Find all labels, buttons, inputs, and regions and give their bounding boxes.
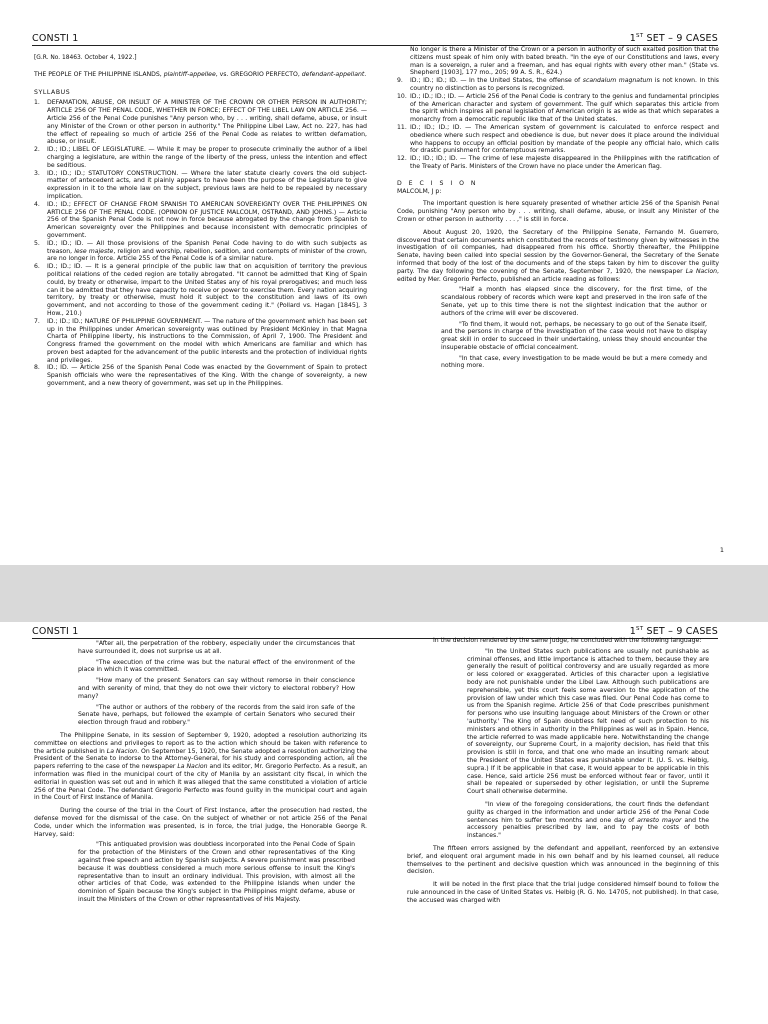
syllabus-text: ID.; ID.; ID.; ID. — The crime of lese majeste disappeared in the Philippines with the ratification of the Treaty of Paris. Ministers of the Crown have no place under the American flag. bbox=[410, 155, 719, 170]
paragraph-text: , edited by Mer. Gregorio Perfecto, published an article reading as follows: bbox=[397, 267, 719, 283]
syllabus-item: 7. ID.; ID.; ID.; NATURE OF PHILIPPINE GOVERNMENT. — The nature of the government which has been set up in the Philippines under American sovereignty was outlined by President McKinley in that Magna Charta of Philippine liberty, his instructions to the Commission, of April 7, 1900. The President and Congress framed the government on the model with which Americans are familiar and which has proven best adapted for the advancement of the public interests and the protection of individual rights and privileges. bbox=[34, 317, 367, 364]
syllabus-text: ID.; ID.; EFFECT OF CHANGE FROM SPANISH TO AMERICAN SOVEREIGNTY OVER THE PHILIPPINES ON ARTICLE 256 OF THE PENAL CODE. (OPINION OF JUSTICE MALCOLM, OSTRAND, AND JOHNS.) — Article 256 of the Spanish Penal Code is not now in force because abrogated by the change from Spanish to American sovereignty over the Philippines and because inconsistent with democratic principles of government. bbox=[47, 200, 367, 239]
set-label: SET – 9 CASES bbox=[643, 626, 718, 637]
quoted-paragraph: "In that case, every investigation to be made would be but a mere comedy and nothing more. bbox=[441, 354, 707, 370]
paragraph-text: . On September 15, 1920, the Senate adopted a resolution authorizing the President of the Senate to indorse to the Attorney-General, for his study and corresponding action, all the papers referring to the case of the newspaper bbox=[34, 747, 367, 771]
syllabus-text: ID.; ID.; ID.; ID. — The American system of government is calculated to enforce respect and obedience where such respect and obedience is due, but never does it place around the individual who happens to occupy an official position by mandate of the people any official halo, which calls for drastic punishment for contemptuous remarks. bbox=[410, 123, 719, 155]
syllabus-italic: scandalum magnatum bbox=[582, 77, 653, 85]
decision-paragraph: During the course of the trial in the Court of First Instance, after the prosecution had rested, the defense moved for the dismissal of the case. On the subject of whether or not article 256 of the Penal Code, under which the information was presented, is in force, the trial judge, the Honorable George R. Harvey, said: bbox=[34, 807, 367, 838]
header-title: CONSTI 1 bbox=[32, 626, 79, 637]
syllabus-text: ID.; ID.; ID.; STATUTORY CONSTRUCTION. — Where the later statute clearly covers the old subject-matter of antecedent acts, and it plainly appears to have been the purpose of the Legislature to give expression in it to the whole law on the subject, previous laws are held to be repealed by necessary implication. bbox=[47, 169, 367, 200]
parties-people: THE PEOPLE OF THE PHILIPPINE ISLANDS, bbox=[34, 70, 164, 78]
syllabus-text: is not known. In this country no distinction as to persons is recognized. bbox=[410, 77, 719, 92]
page-number: 1 bbox=[719, 546, 724, 554]
set-ordinal: ST bbox=[636, 33, 644, 39]
newspaper-name: La Nacion bbox=[685, 267, 718, 275]
decision-paragraph: In the decision rendered by the same judge, he concluded with the following language: bbox=[433, 637, 702, 644]
decision-paragraph: It will be noted in the first place that the trial judge considered himself bound to follow the rule announced in the case of United States vs. Helbig (R. G. No. 14705, not published). In that case, the accused was charged with bbox=[407, 881, 719, 904]
set-number: 1 bbox=[629, 626, 637, 637]
syllabus-text: ID.; ID.; ID. — It is a general principle of the public law that on acquisition of territory the previous political relations of the ceded region are totally abrogated. "It cannot be admitted that King of Spain could, by treaty or otherwise, impart to the United States any of his royal prerogatives; and much less can it be admitted that they have capacity to receive or power to exercise them. Every nation acquiring territory, by treaty or otherwise, must hold it subject to the constitution and laws of its own government, and not according to those of the government ceding it." (Pollard vs. Hagan [1845], 3 How., 210.) bbox=[47, 263, 367, 317]
syllabus-text: ID.; ID.; ID.; ID. — In the United States, the offense of bbox=[410, 77, 583, 85]
paragraph-text: "In view of the foregoing considerations, the court finds the defendant guilty as charged in the information and under article 256 of the Penal Code sentences him to suffer two months and one day of bbox=[467, 800, 709, 824]
case-number: [G.R. No. 18463. October 4, 1922.] bbox=[34, 55, 137, 61]
decision-paragraph bbox=[397, 229, 719, 284]
set-number: 1 bbox=[629, 33, 637, 44]
quoted-paragraph: "To find them, it would not, perhaps, be necessary to go out of the Senate itself, and the persons in charge of the investigation of the case would not have to display great skill in order to succeed in their undertaking, unless they should encounter the insuperable obstacle of official concealment. bbox=[441, 320, 707, 351]
decision-paragraph: The important question is here squarely presented of whether article 256 of the Spanish Penal Code, punishing "Any person who by . . . writing, shall defame, abuse, or insult any Minister of the Crown or other person in authority . . . ," is still in force. bbox=[397, 200, 719, 223]
decision-paragraph: The fifteen errors assigned by the defendant and appellant, reenforced by an extensive brief, and eloquent oral argument made in his own behalf and by his learned counsel, all reduce themselves to the pertinent and decisive question which was announced in the beginning of this decision. bbox=[407, 844, 719, 876]
syllabus-text: ID.; ID.; ID. — All those provisions of the Spanish Penal Code having to do with such subjects as treason, bbox=[47, 239, 367, 255]
syllabus-italic: lese majeste bbox=[74, 247, 114, 255]
right-column bbox=[397, 46, 719, 370]
page-header bbox=[32, 33, 718, 46]
syllabus-item: 3. ID.; ID.; ID.; STATUTORY CONSTRUCTION. — Where the later statute clearly covers the old subject-matter of antecedent acts, and it plainly appears to have been the purpose of the Legislature to give expression in it to the whole law on the subject, previous laws are held to be repealed by necessary implication. bbox=[34, 169, 367, 200]
syllabus-item: 10. ID.; ID.; ID.; ID. — Article 256 of the Penal Code is contrary to the genius and fundamental principles of the American character and system of government. The gulf which separates this article from the spirit which inspires all penal legislation of American origin is as wide as that which separates a monarchy from a democratic republic like that of the United states. bbox=[397, 92, 719, 124]
paragraph-text: The Philippine Senate, in its session of September 9, 1920, adopted a resolution authorizing its committee on elections and privileges to report as to the action which should be taken with reference to the article published in bbox=[34, 731, 367, 755]
syllabus-item: 12. ID.; ID.; ID.; ID. — The crime of lese majeste disappeared in the Philippines with the ratification of the Treaty of Paris. Ministers of the Crown have no place under the American flag. bbox=[397, 155, 719, 170]
syllabus-heading: SYLLABUS bbox=[34, 88, 71, 96]
syllabus-text: DEFAMATION, ABUSE, OR INSULT OF A MINISTER OF THE CROWN OR OTHER PERSON IN AUTHORITY; ARTICLE 256 OF THE PENAL CODE, WHETHER IN FORCE; EFFECT OF THE LIBEL LAW ON ARTICLE 256. — Article 256 of the Penal Code punishes "Any person who, by . . . writing, shall defame, abuse, or insult any Minister of the Crown or other person in authority." The Philippine Libel Law, Act no. 227, has had the effect of repealing so much of article 256 of the Penal Code as relates to written defamation, abuse, or insult. bbox=[47, 99, 367, 146]
decision-paragraph bbox=[34, 732, 367, 802]
syllabus-item: 4. ID.; ID.; EFFECT OF CHANGE FROM SPANISH TO AMERICAN SOVEREIGNTY OVER THE PHILIPPINES ON ARTICLE 256 OF THE PENAL CODE. (OPINION OF JUSTICE MALCOLM, OSTRAND, AND JOHNS.) — Article 256 of the Spanish Penal Code is not now in force because abrogated by the change from Spanish to American sovereignty over the Philippines and because inconsistent with democratic principles of government. bbox=[34, 200, 367, 239]
syllabus-list-continued bbox=[397, 77, 719, 171]
syllabus-text: ID.; ID.; ID.; ID. — Article 256 of the Penal Code is contrary to the genius and fundamental principles of the American character and system of government. The gulf which separates this article from the spirit which inspires all penal legislation of American origin is as wide as that which separates a monarchy from a democratic republic like that of the United states. bbox=[410, 92, 719, 124]
right-column bbox=[407, 637, 719, 905]
parties-role-appellant: defendant-appellant bbox=[301, 70, 365, 78]
set-label: SET – 9 CASES bbox=[643, 33, 718, 44]
syllabus-item: 8. ID.; ID. — Article 256 of the Spanish Penal Code was enacted by the Government of Spain to protect Spanish officials who were the representatives of the King. With the change of sovereignty, a new government, and a new theory of government, was set up in the Philippines. bbox=[34, 364, 367, 388]
newspaper-name: La Nacion bbox=[177, 763, 208, 771]
quoted-paragraph: "After all, the perpetration of the robbery, especially under the circumstances that have surrounded it, does not surprise us at all. bbox=[78, 640, 355, 655]
decision-heading: D E C I S I O N bbox=[397, 179, 479, 187]
header-set-label bbox=[630, 626, 718, 637]
left-column bbox=[34, 55, 367, 388]
quoted-paragraph bbox=[467, 801, 709, 840]
paragraph-text: About August 20, 1920, the Secretary of the Philippine Senate, Fernando M. Guerrero, discovered that certain documents which constituted the records of testimony given by witnesses in the investigation of oil companies, had disappeared from his office. Shortly thereafter, the Philippine Senate, having been called into special session by the Governor-General, the Secretary of the Senate informed that body of the lost of the documents and of the steps taken by him to discover the guilty party. The day following the covening of the Senate, September 7, 1920, the newspaper bbox=[397, 228, 719, 275]
parties-role-appellee: plaintiff-appellee bbox=[163, 70, 216, 78]
syllabus-text: ID.; ID.; ID.; NATURE OF PHILIPPINE GOVERNMENT. — The nature of the government which has been set up in the Philippines under American sovereignty was outlined by President McKinley in that Magna Charta of Philippine liberty, his instructions to the Commission, of April 7, 1900. The President and Congress framed the government on the model with which Americans are familiar and which has proven best adapted for the advancement of the public interests and the protection of individual rights and privileges. bbox=[47, 317, 367, 364]
syllabus-text: ID.; ID. — Article 256 of the Spanish Penal Code was enacted by the Government of Spain to protect Spanish officials who were the representatives of the King. With the change of sovereignty, a new government, and a new theory of government, was set up in the Philippines. bbox=[47, 364, 367, 388]
quoted-paragraph: "The author or authors of the robbery of the records from the said iron safe of the Senate have, perhaps, but followed the example of certain Senators who secured their election through fraud and robbery." bbox=[78, 703, 355, 727]
newspaper-name: La Nacion bbox=[106, 747, 138, 755]
syllabus-continuation: No longer is there a Minister of the Crown or a person in authority of such exalted position that the citizens must speak of him only with bated breath. "In the eye of our Constitutions and laws, every man is a sovereign, a ruler and a freeman, and has equal rights with every other man." (State vs. Shepherd [1903], 177 mo., 205; 99 A. S. R., 624.) bbox=[410, 46, 719, 77]
quoted-paragraph: "How many of the present Senators can say without remorse in their conscience and with serenity of mind, that they do not owe their victory to electoral robbery? How many? bbox=[78, 677, 355, 700]
quoted-paragraph: "In the United States such publications are usually not punishable as criminal offenses, and little importance is attached to them, because they are generally the result of political controversy and are usually regarded as more or less colored or exaggerated. Articles of this character upon a legislative body are not punishable under the Libel Law. Although such publications are reprehensible, yet this court feels some aversion to the application of the provision of law under which this case was filed. Our Penal Code has come to us from the Spanish regime. Article 256 of that Code prescribes punishment for persons who use insulting language about Ministers of the Crown or other 'authority.' The King of Spain doubtless felt need of such protection to his ministers and others in authority in the Philippines as well as in Spain. Hence, the article referred to was made applicable here. Notwithstanding the change of sovereignty, our Supreme Court, in a majority decision, has held that this provision is still in force, and that one who made an insulting remark about the President of the United States was punishable under it. (U. S. vs. Helbig, supra.) If it be applicable in that case, it would appear to be applicable in this case. Hence, said article 256 must be enforced without fear or favor, until it shall be repealed or superseded by other legislation, or until the Supreme Court shall otherwise determine. bbox=[467, 647, 709, 796]
syllabus-item: 11. ID.; ID.; ID.; ID. — The American system of government is calculated to enforce respect and obedience where such respect and obedience is due, but never does it place around the individual who happens to occupy an official position by mandate of the people any official halo, which calls for drastic punishment for contemptuous remarks. bbox=[397, 123, 719, 155]
quoted-paragraph: "Half a month has elapsed since the discovery, for the first time, of the scandalous robbery of records which were kept and preserved in the iron safe of the Senate, yet up to this time there is not the slightest indication that the author or authors of the crime will ever be discovered. bbox=[441, 286, 707, 317]
left-column bbox=[34, 637, 367, 904]
syllabus-list bbox=[34, 99, 367, 387]
paragraph-text: and the accessory penalties prescribed by law, and to pay the costs of both instances." bbox=[467, 816, 709, 840]
document-page-2 bbox=[0, 622, 768, 1024]
syllabus-text: ID.; ID.; LIBEL OF LEGISLATURE. — While it may be proper to prosecute criminally the author of a libel charging a legislature, are within the range of the liberty of the press, unless the intention and effect be seditious. bbox=[47, 146, 367, 169]
paragraph-text: and its editor, Mr. Gregorio Perfecto. As a result, an information was filed in the municipal court of the city of Manila by an assistant city fiscal, in which the editorial in question was set out and in which it was alleged that the same constituted a violation of article 256 of the Penal Code. The defendant Gregorio Perfecto was found guilty in the municipal court and again in the Court of First Instance of Manila. bbox=[34, 763, 368, 802]
quoted-paragraph: "This antiquated provision was doubtless incorporated into the Penal Code of Spain for the protection of the Ministers of the Crown and other representatives of the King against free speech and action by Spanish subjects. A severe punishment was prescribed because it was doubtless considered a much more serious offense to insult the King's representative than to insult an ordinary individual. This provision, with almost all the other articles of that Code, was extended to the Philippine Islands when under the dominion of Spain because the King's subject in the Philippines might defame, abuse or insult the Ministers of the Crown or other representatives of His Majesty. bbox=[78, 841, 355, 903]
header-title: CONSTI 1 bbox=[32, 33, 79, 44]
header-set-label bbox=[630, 33, 718, 44]
judge-name: MALCOLM, J p: bbox=[397, 187, 442, 195]
syllabus-item: 9. ID.; ID.; ID.; ID. — In the United States, the offense of scandalum magnatum is not known. In this country no distinction as to persons is recognized. bbox=[397, 77, 719, 92]
syllabus-item: 5. ID.; ID.; ID. — All those provisions of the Spanish Penal Code having to do with such subjects as treason, lese majeste, religion and worship, rebellion, sedition, and contempts of minister of the crown, are no longer in force. Article 255 of the Penal Code is of a similar nature. bbox=[34, 239, 367, 263]
quoted-paragraph: "The execution of the crime was but the natural effect of the environment of the place in which it was committed. bbox=[78, 658, 355, 674]
syllabus-item: 6. ID.; ID.; ID. — It is a general principle of the public law that on acquisition of territory the previous political relations of the ceded region are totally abrogated. "It cannot be admitted that King of Spain could, by treaty or otherwise, impart to the United States any of his royal prerogatives; and much less can it be admitted that they have capacity to receive or power to exercise them. Every nation acquiring territory, by treaty or otherwise, must hold it subject to the constitution and laws of its own government, and not according to those of the government ceding it." (Pollard vs. Hagan [1845], 3 How., 210.) bbox=[34, 263, 367, 317]
parties-defendant: , vs. GREGORIO PERFECTO, bbox=[215, 70, 302, 78]
case-parties: THE PEOPLE OF THE PHILIPPINE ISLANDS, plaintiff-appellee, vs. GREGORIO PERFECTO, defendant-appellant. bbox=[34, 70, 367, 78]
syllabus-text: , religion and worship, rebellion, sedition, and contempts of minister of the crown, are no longer in force. Article 255 of the Penal Code is of a similar nature. bbox=[47, 247, 367, 263]
penalty-term: arresto mayor bbox=[637, 816, 682, 824]
syllabus-item: 1. DEFAMATION, ABUSE, OR INSULT OF A MINISTER OF THE CROWN OR OTHER PERSON IN AUTHORITY; ARTICLE 256 OF THE PENAL CODE, WHETHER IN FORCE; EFFECT OF THE LIBEL LAW ON ARTICLE 256. — Article 256 of the Penal Code punishes "Any person who, by . . . writing, shall defame, abuse, or insult any Minister of the Crown or other person in authority." The Philippine Libel Law, Act no. 227, has had the effect of repealing so much of article 256 of the Penal Code as relates to written defamation, abuse, or insult. bbox=[34, 99, 367, 146]
syllabus-item: 2. ID.; ID.; LIBEL OF LEGISLATURE. — While it may be proper to prosecute criminally the author of a libel charging a legislature, are within the range of the liberty of the press, unless the intention and effect be seditious. bbox=[34, 146, 367, 169]
set-ordinal: ST bbox=[636, 626, 644, 632]
